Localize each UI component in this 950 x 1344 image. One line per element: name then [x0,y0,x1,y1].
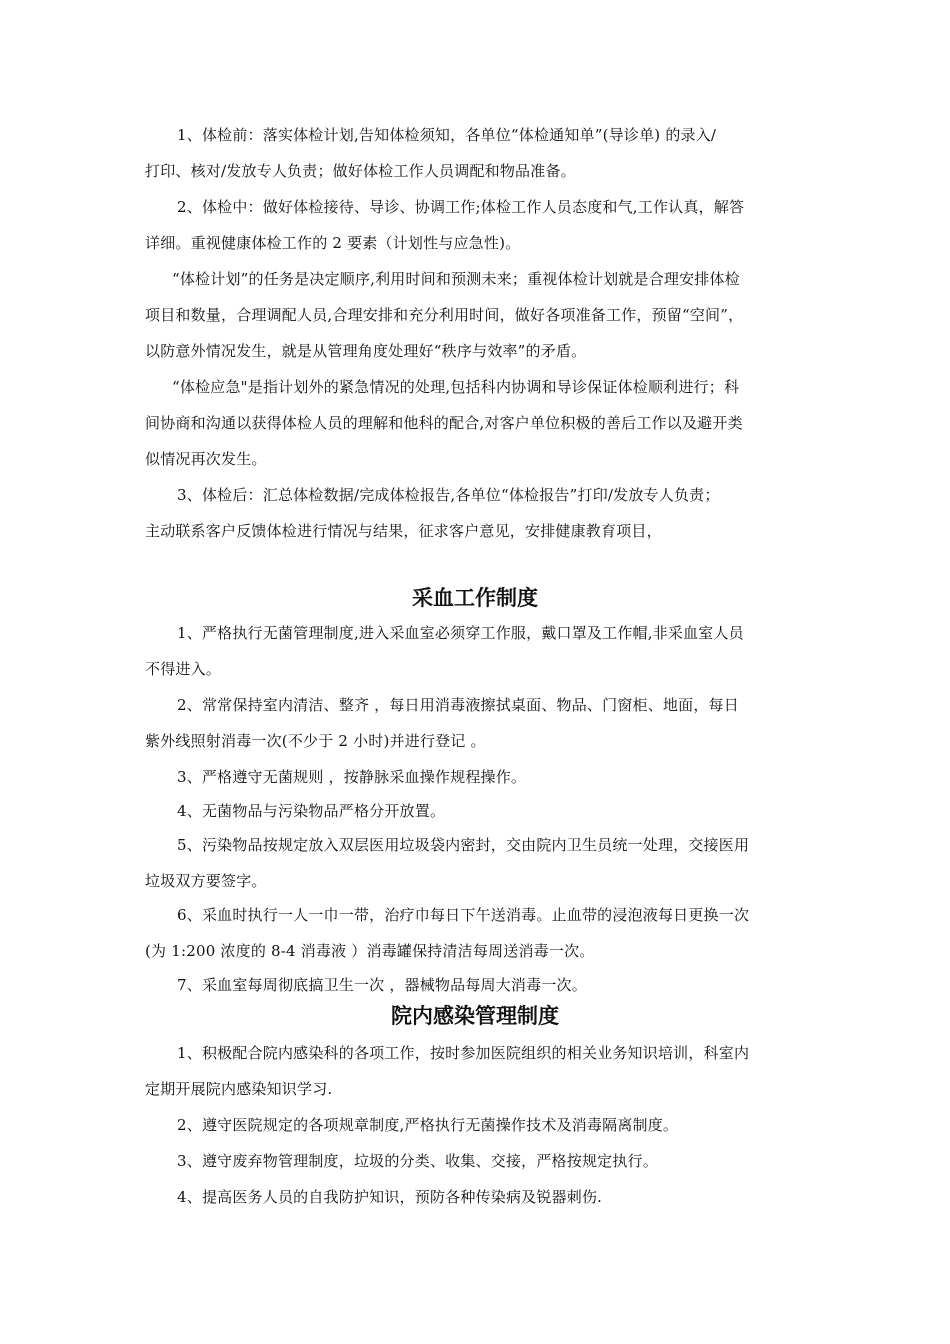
paragraph-line: 2、遵守医院规定的各项规章制度,严格执行无菌操作技术及消毒隔离制度。 [177,1116,679,1134]
paragraph-line: 3、体检后：汇总体检数据/完成体检报告,各单位“体检报告”打印/发放专人负责； [177,486,720,504]
section-title-infection-control: 院内感染管理制度 [391,1004,559,1028]
paragraph-line: “体检计划”的任务是决定顺序,利用时间和预测未来；重视体检计划就是合理安排体检 [172,270,740,288]
paragraph-line: 似情况再次发生。 [145,450,267,468]
paragraph-line: 3、严格遵守无菌规则 ，按静脉采血操作规程操作。 [177,768,527,786]
paragraph-line: 项目和数量，合理调配人员,合理安排和充分利用时间，做好各项准备工作，预留“空间”， [145,306,744,324]
paragraph-line: 主动联系客户反馈体检进行情况与结果，征求客户意见，安排健康教育项目， [145,522,662,540]
paragraph-line: 1、严格执行无菌管理制度,进入采血室必须穿工作服，戴口罩及工作帽,非采血室人员 [177,624,744,642]
paragraph-line: 间协商和沟通以获得体检人员的理解和他科的配合,对客户单位积极的善后工作以及避开类 [145,414,743,432]
paragraph-line: 紫外线照射消毒一次(不少于 2 小时)并进行登记 。 [145,732,486,750]
paragraph-line: 垃圾双方要签字。 [145,872,267,890]
paragraph-line: (为 1:200 浓度的 8-4 消毒液 ）消毒罐保持清洁每周送消毒一次。 [145,942,595,960]
paragraph-line: 4、无菌物品与污染物品严格分开放置。 [177,802,446,820]
paragraph-line: 2、常常保持室内清洁、整齐 ，每日用消毒液擦拭桌面、物品、门窗柜、地面，每日 [177,696,739,714]
paragraph-line: 以防意外情况发生，就是从管理角度处理好“秩序与效率”的矛盾。 [145,342,587,360]
paragraph-line: 详细。重视健康体检工作的 2 要素（计划性与应急性)。 [145,234,521,252]
paragraph-line: 3、遵守废弃物管理制度，垃圾的分类、收集、交接，严格按规定执行。 [177,1152,658,1170]
paragraph-line: 4、提高医务人员的自我防护知识，预防各种传染病及锐器刺伤. [177,1188,603,1206]
paragraph-line: 1、积极配合院内感染科的各项工作，按时参加医院组织的相关业务知识培训，科室内 [177,1044,750,1062]
paragraph-line: 6、采血时执行一人一巾一带，治疗巾每日下午送消毒。止血带的浸泡液每日更换一次 [177,906,750,924]
paragraph-line: 不得进入。 [145,660,222,678]
paragraph-line: “体检应急"是指计划外的紧急情况的处理,包括科内协调和导诊保证体检顺利进行；科 [172,378,740,396]
section-title-blood-collection: 采血工作制度 [412,586,538,610]
paragraph-line: 2、体检中：做好体检接待、导诊、协调工作;体检工作人员态度和气,工作认真，解答 [177,198,745,216]
paragraph-line: 7、采血室每周彻底搞卫生一次 ，器械物品每周大消毒一次。 [177,976,587,994]
paragraph-line: 1、体检前：落实体检计划,告知体检须知，各单位“体检通知单”(导诊单) 的录入/ [177,126,717,144]
paragraph-line: 打印、核对/发放专人负责；做好体检工作人员调配和物品准备。 [145,162,576,180]
paragraph-line: 定期开展院内感染知识学习. [145,1080,333,1098]
paragraph-line: 5、污染物品按规定放入双层医用垃圾袋内密封，交由院内卫生员统一处理，交接医用 [177,836,750,854]
